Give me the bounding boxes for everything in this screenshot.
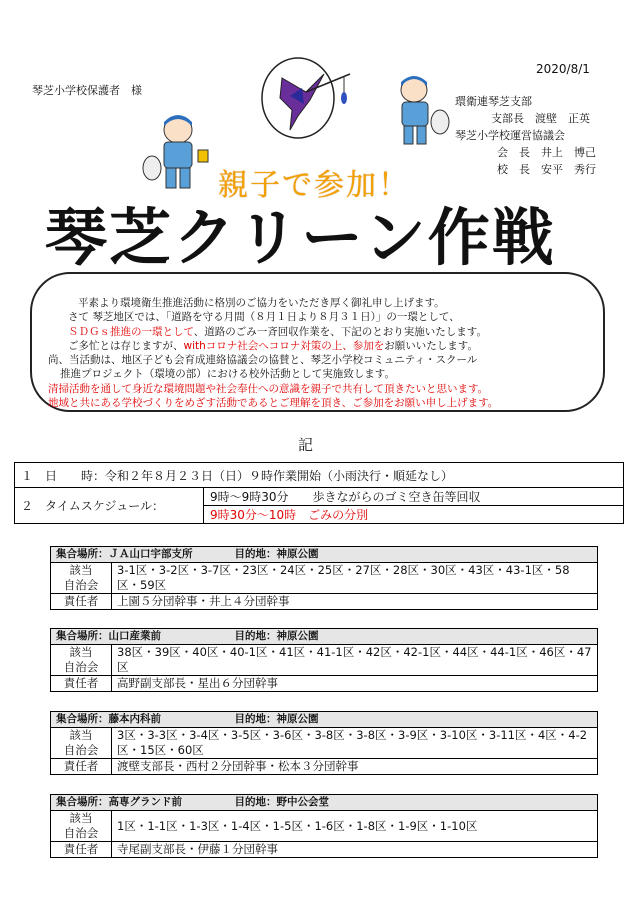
date: 2020/8/1 — [536, 62, 590, 76]
ki-heading: 記 — [298, 436, 314, 454]
leader-value: 渡壁支部長・西村２分団幹事・松本３分団幹事 — [112, 759, 598, 775]
addressee: 琴芝小学校保護者 様 — [32, 84, 142, 97]
schedule-label: ２ タイムスケジュール： — [15, 488, 204, 524]
area-label-a: 該当 — [69, 811, 93, 825]
area-label — [51, 728, 112, 759]
leader-value: 寺尾副支部長・伊藤１分団幹事 — [112, 842, 598, 858]
site-header: 集合場所：藤本内科前 目的地：神原公園 — [51, 712, 598, 728]
area-label-a: 該当 — [69, 728, 93, 742]
area-label-a: 該当 — [69, 563, 93, 577]
site-table — [50, 546, 598, 610]
area-list: 1区・1-1区・1-3区・1-4区・1-5区・1-6区・1-8区・1-9区・1-10区 — [112, 811, 598, 842]
notice-red-line: 地域と共にある学校づくりをめざす活動であるとご理解を頂き、ご参加をお願い申し上げます。 — [48, 397, 499, 410]
date-value: 令和２年８月２３日（日）９時作業開始（小雨決行・順延なし） — [105, 468, 454, 483]
date-label: １ 日 時： — [21, 468, 106, 483]
notice-red-line: 清掃活動を通して身近な環境問題や社会奉仕への意識を親子で共有して頂きたいと思います。 — [48, 382, 489, 395]
boy-cleaning-icon — [142, 112, 216, 198]
site-header: 集合場所：ＪＡ山口宇部支所 目的地：神原公園 — [51, 547, 598, 563]
notice-line: 推進プロジェクト（環境の部）における校外活動として実施致します。 — [60, 368, 395, 381]
schedule-item: 9時30分～10時 ごみの分別 — [204, 506, 624, 524]
leader-label: 責任者 — [51, 676, 112, 692]
info-cell — [15, 463, 624, 488]
area-label-a: 該当 — [69, 645, 93, 659]
area-label-b: 自治会 — [63, 578, 99, 592]
org-line: 会 長 井上 博己 — [497, 146, 596, 159]
leader-value: 上園５分団幹事・井上４分団幹事 — [112, 594, 598, 610]
area-label-b: 自治会 — [63, 660, 99, 674]
notice-text — [48, 296, 593, 410]
site-header: 集合場所：高専グランド前 目的地：野中公会堂 — [51, 795, 598, 811]
notice-text-part: 、道路のごみ一斉回収作業を、下記のとおり実施いたします。 — [193, 325, 487, 338]
org-line: 琴芝小学校運営協議会 — [455, 129, 565, 142]
area-list: 3区・3-3区・3-4区・3-5区・3-6区・3-8区・3-8区・3-9区・3-10区・3-11区・4区・4-2区・15区・60区 — [112, 728, 598, 759]
area-list: 3-1区・3-2区・3-7区・23区・24区・25区・27区・28区・30区・43区・43-1区・58区・59区 — [112, 563, 598, 594]
leader-label: 責任者 — [51, 594, 112, 610]
info-row — [15, 463, 624, 488]
site-header: 集合場所：山口産業前 目的地：神原公園 — [51, 629, 598, 645]
notice-line: 尚、当活動は、地区子ども会育成連絡協議会の協賛と、琴芝小学校コミュニティ・スクール — [48, 354, 478, 367]
area-label — [51, 811, 112, 842]
notice-line — [48, 339, 593, 353]
org-line: 環衛連琴芝支部 — [455, 95, 532, 108]
area-label — [51, 645, 112, 676]
area-label-b: 自治会 — [63, 743, 99, 757]
leader-label: 責任者 — [51, 759, 112, 775]
notice-line: 平素より環境衛生推進活動に格別のご協力をいただき厚く御礼申し上げます。 — [78, 297, 445, 309]
area-label — [51, 563, 112, 594]
site-table — [50, 628, 598, 692]
org-line: 支部長 渡壁 正英 — [491, 112, 590, 125]
page-title: 琴芝クリーン作戦 — [45, 201, 556, 274]
leader-label: 責任者 — [51, 842, 112, 858]
site-table — [50, 794, 598, 858]
hummingbird-logo-icon — [252, 48, 356, 144]
area-label-b: 自治会 — [63, 826, 99, 840]
notice-text-part: ご多忙とは存じますが、 — [68, 339, 184, 352]
info-table — [14, 462, 624, 524]
notice-red-text: withコロナ社会へコロナ対策の上、参加を — [183, 339, 385, 352]
notice-line: さて 琴芝地区では、「道路を守る月間（８月１日より８月３１日）」の一環として、 — [68, 311, 460, 324]
info-row — [15, 488, 624, 506]
area-list: 38区・39区・40区・40-1区・41区・41-1区・42区・42-1区・44区・44-1区・46区・47区 — [112, 645, 598, 676]
schedule-item: 9時～9時30分 歩きながらのゴミ空き缶等回収 — [204, 488, 624, 506]
org-line: 校 長 安平 秀行 — [497, 163, 596, 176]
notice-line — [48, 325, 593, 339]
notice-text-part: お願いいたします。 — [384, 339, 478, 352]
organizers — [455, 93, 596, 178]
site-table — [50, 711, 598, 775]
girl-cleaning-icon — [382, 72, 452, 152]
leader-value: 高野副支部長・星出６分団幹事 — [112, 676, 598, 692]
notice-red-text: ＳＤＧｓ推進の一環として — [68, 325, 194, 338]
subtitle: 親子で参加！ — [218, 168, 410, 203]
